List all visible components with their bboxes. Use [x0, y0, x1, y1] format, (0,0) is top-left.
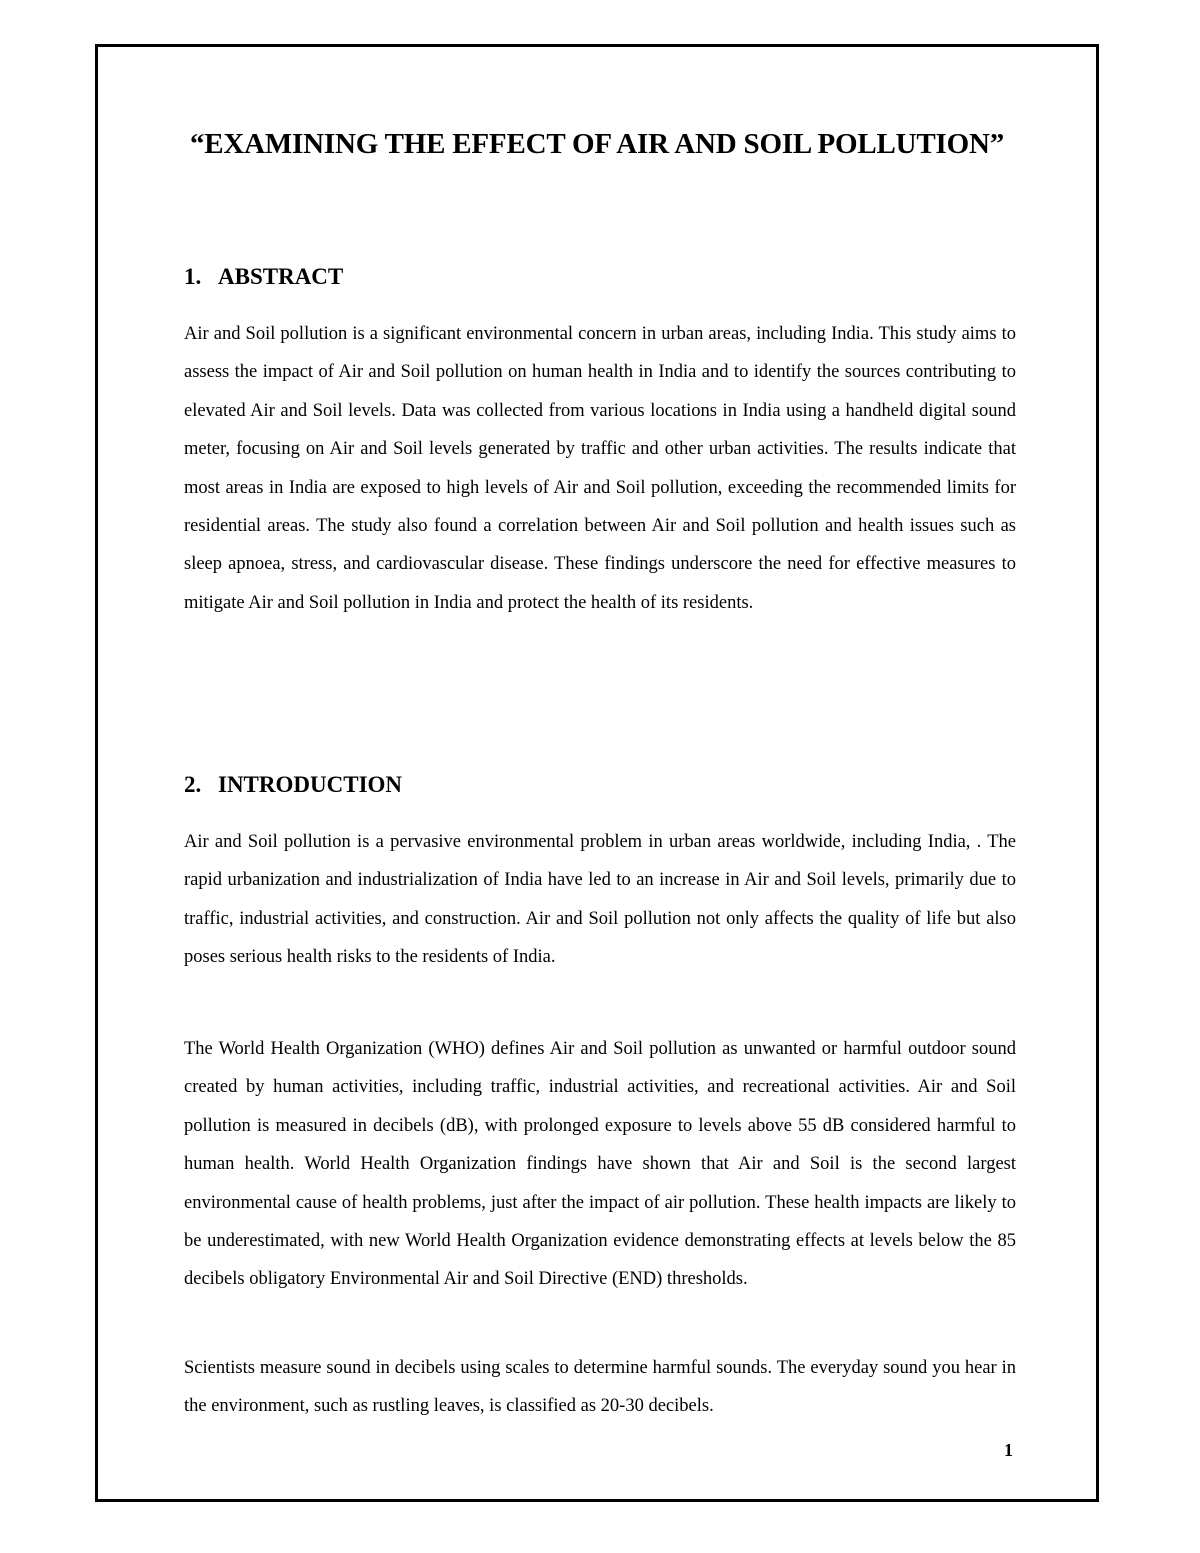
- introduction-paragraph-1: Air and Soil pollution is a pervasive environmental problem in urban areas worldwide, including India, . The rapid urbanization and industrialization of India have led to an increase in Air and Soil levels, primarily due to traffic, industrial activities, and construction. Air and Soil pollution not only affects the quality of life but also poses serious health risks to the residents of India.: [184, 832, 1016, 968]
- section-heading-introduction: [184, 772, 402, 798]
- section-number: 2.: [184, 772, 202, 797]
- section-number: 1.: [184, 264, 202, 289]
- section-title: ABSTRACT: [218, 264, 344, 289]
- page-number: 1: [1004, 1440, 1013, 1460]
- introduction-paragraph-2: The World Health Organization (WHO) defines Air and Soil pollution as unwanted or harmful outdoor sound created by human activities, including traffic, industrial activities, and recreational activities. Air and Soil pollution is measured in decibels (dB), with prolonged exposure to levels above 55 dB considered harmful to human health. World Health Organization findings have shown that Air and Soil is the second largest environmental cause of health problems, just after the impact of air pollution. These health impacts are likely to be underestimated, with new World Health Organization evidence demonstrating effects at levels below the 85 decibels obligatory Environmental Air and Soil Directive (END) thresholds.: [184, 1039, 1016, 1290]
- document-title: “EXAMINING THE EFFECT OF AIR AND SOIL POLLUTION”: [189, 128, 1005, 160]
- section-heading-abstract: [184, 264, 343, 290]
- abstract-paragraph: Air and Soil pollution is a significant environmental concern in urban areas, including India. This study aims to assess the impact of Air and Soil pollution on human health in India and to identify the sources contributing to elevated Air and Soil levels. Data was collected from various locations in India using a handheld digital sound meter, focusing on Air and Soil levels generated by traffic and other urban activities. The results indicate that most areas in India are exposed to high levels of Air and Soil pollution, exceeding the recommended limits for residential areas. The study also found a correlation between Air and Soil pollution and health issues such as sleep apnoea, stress, and cardiovascular disease. These findings underscore the need for effective measures to mitigate Air and Soil pollution in India and protect the health of its residents.: [184, 324, 1016, 613]
- section-title: INTRODUCTION: [218, 772, 403, 797]
- introduction-paragraph-3: Scientists measure sound in decibels using scales to determine harmful sounds. The everyday sound you hear in the environment, such as rustling leaves, is classified as 20-30 decibels.: [184, 1358, 1016, 1417]
